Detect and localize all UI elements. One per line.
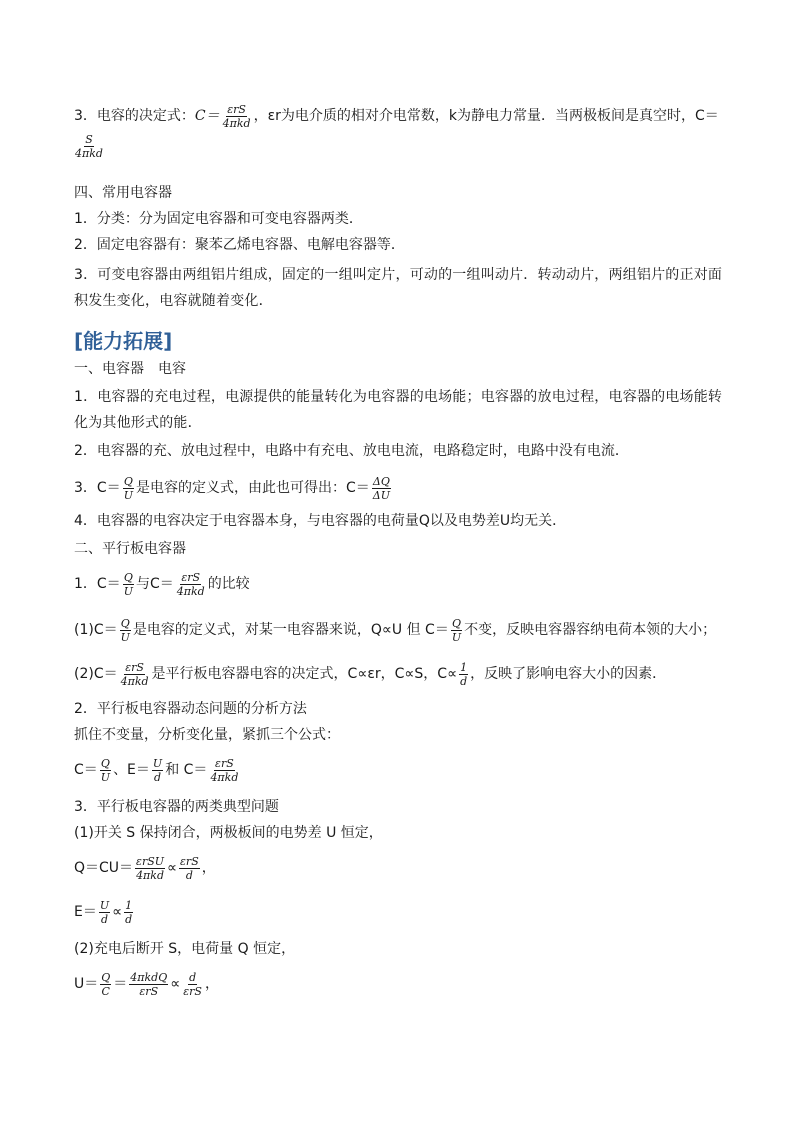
fraction-numerator: εrS	[125, 660, 144, 674]
fraction-denominator: U	[100, 770, 111, 784]
vacuum-formula-line	[74, 134, 724, 159]
fraction-numerator: 1	[460, 660, 468, 674]
section4-item3: 3．可变电容器由两组铝片组成，固定的一组叫定片，可动的一组叫动片．转动动片，两组铝片的正对面积发生变化，电容就随着变化．	[74, 267, 723, 309]
fraction-denominator: U	[123, 584, 133, 598]
case1-text: (1)开关 S 保持闭合，两极板间的电势差 U 恒定，	[74, 825, 383, 841]
q1-prefix: 1．C＝	[74, 576, 121, 592]
fraction-denominator: 4πkd	[136, 868, 164, 882]
ability-heading: [能力拓展]	[74, 329, 173, 353]
fraction-denominator: U	[120, 630, 130, 644]
part2-q2-text: 抓住不变量，分析变化量，紧抓三个公式：	[74, 727, 340, 743]
part1-p3	[74, 470, 724, 506]
three-formulas	[74, 752, 724, 788]
fraction-numerator: Q	[120, 616, 130, 630]
s1-mid: 是电容的定义式，对某一电容器来说，Q∝U 但 C＝	[132, 622, 449, 638]
part1-p1: 1．电容器的充电过程，电源提供的能量转化为电容器的电场能；电容器的放电过程，电容器的电场能转化为其他形式的能．	[74, 389, 723, 431]
fraction-denominator: d	[100, 912, 109, 926]
e1-proportional: ∝	[167, 860, 178, 876]
s2-mid: 是平行板电容器电容的决定式，C∝εr，C∝S，C∝	[151, 666, 458, 682]
f3-prefix: C＝	[74, 762, 98, 778]
p3-fraction-delta	[372, 476, 391, 501]
e1-fraction-2	[179, 856, 200, 881]
section4-title: 四、常用电容器	[74, 185, 172, 201]
fraction-denominator: εrS	[183, 984, 202, 998]
part2-q2: 2．平行板电容器动态问题的分析方法	[74, 701, 307, 717]
s1-prefix: (1)C＝	[74, 622, 118, 638]
fraction-denominator: d	[125, 912, 133, 926]
s2-fraction-inverse-d	[459, 662, 468, 687]
f3-fraction-c	[100, 758, 111, 783]
fraction-denominator: 4πkd	[75, 147, 103, 160]
part1-p2: 2．电容器的充、放电过程中，电路中有充电、放电电流，电路稳定时，电路中没有电流．	[74, 443, 629, 459]
fraction-numerator: Q	[100, 756, 110, 770]
part2-title: 二、平行板电容器	[74, 541, 186, 557]
decide-c-eq: C＝	[194, 108, 220, 124]
fraction-denominator: d	[185, 868, 193, 882]
fraction-numerator: Q	[123, 474, 133, 488]
fraction-numerator: Q	[101, 970, 111, 984]
fraction-numerator: Q	[451, 616, 461, 630]
fraction-denominator: U	[451, 630, 462, 644]
decide-formula-line	[74, 98, 724, 134]
case2-text: (2)充电后断开 S，电荷量 Q 恒定，	[74, 941, 296, 957]
fraction-numerator: U	[99, 898, 110, 912]
f3-mid1: 、E＝	[113, 762, 150, 778]
fraction-denominator: 4πkd	[120, 674, 149, 688]
case1-eq2	[74, 894, 724, 930]
part1-p4: 4．电容器的电容决定于电容器本身，与电容器的电荷量Q以及电势差U均无关．	[74, 513, 567, 529]
q1-mid: 与C＝	[135, 576, 174, 592]
decide-mid-text: ，εr为电介质的相对介电常数，k为静电力常量．当两极板间是真空时，C＝	[253, 108, 719, 124]
fraction-numerator: εrS	[181, 570, 201, 584]
e2-fraction-1	[99, 900, 110, 925]
case2-eq	[74, 966, 724, 1002]
fraction-numerator: εrS	[180, 854, 199, 868]
section4-item1: 1．分类：分为固定电容器和可变电容器两类．	[74, 211, 363, 227]
s1-fraction-const	[451, 618, 462, 643]
decide-prefix: 3．电容的决定式：	[74, 108, 195, 124]
f3-fraction-e	[152, 758, 163, 783]
p3-mid: 是电容的定义式，由此也可得出：C＝	[135, 480, 370, 496]
q1-fraction-decide	[176, 572, 206, 597]
q1-fraction-def	[123, 572, 134, 597]
e3-equals: ＝	[113, 976, 128, 992]
e1-suffix: ，	[201, 860, 216, 876]
f3-mid2: 和 C＝	[165, 762, 208, 778]
decide-fraction	[222, 104, 252, 129]
e2-fraction-2	[124, 900, 133, 925]
s1-suffix: 不变，反映电容器容纳电荷本领的大小；	[464, 622, 717, 638]
fraction-denominator: d	[154, 770, 162, 784]
fraction-denominator: 4πkd	[210, 770, 239, 784]
fraction-denominator: U	[123, 488, 133, 502]
fraction-numerator: Q	[123, 570, 133, 584]
f3-fraction-decide	[209, 758, 239, 783]
fraction-numerator: εrSU	[136, 854, 165, 868]
fraction-numerator: εrS	[227, 102, 246, 116]
e3-suffix: ，	[204, 976, 219, 992]
fraction-denominator: ΔU	[372, 488, 390, 502]
fraction-numerator: U	[152, 756, 163, 770]
fraction-denominator: C	[101, 984, 110, 998]
fraction-numerator: 4πkdQ	[130, 970, 168, 984]
s2-prefix: (2)C＝	[74, 666, 118, 682]
part2-q1	[74, 566, 724, 602]
case1-eq1	[74, 850, 724, 886]
fraction-denominator: d	[460, 674, 468, 688]
s2-fraction-decide	[120, 662, 150, 687]
e3-proportional: ∝	[170, 976, 181, 992]
part2-s1	[74, 612, 724, 648]
fraction-numerator: εrS	[215, 756, 234, 770]
fraction-denominator: εrS	[139, 984, 159, 998]
section4-item2: 2．固定电容器有：聚苯乙烯电容器、电解电容器等．	[74, 237, 405, 253]
q1-suffix: 的比较	[207, 576, 250, 592]
fraction-numerator: d	[189, 970, 197, 984]
e2-proportional: ∝	[112, 904, 123, 920]
part1-title: 一、电容器 电容	[74, 361, 186, 377]
e3-fraction-1	[100, 972, 111, 997]
fraction-numerator: 1	[125, 898, 133, 912]
e2-prefix: E＝	[74, 904, 97, 920]
e3-fraction-3	[182, 972, 203, 997]
fraction-denominator: 4πkd	[176, 584, 205, 598]
part2-q3: 3．平行板电容器的两类典型问题	[74, 799, 279, 815]
e1-fraction-1	[135, 856, 165, 881]
e3-fraction-2	[129, 972, 168, 997]
fraction-numerator: ΔQ	[372, 474, 390, 488]
s1-fraction-def	[120, 618, 131, 643]
e3-prefix: U＝	[74, 976, 99, 992]
fraction-numerator: S	[85, 133, 93, 146]
fraction-denominator: 4πkd	[222, 116, 251, 130]
p3-prefix: 3．C＝	[74, 480, 121, 496]
p3-fraction-q-u	[123, 476, 134, 501]
part2-s2	[74, 656, 724, 692]
e1-prefix: Q＝CU＝	[74, 860, 134, 876]
s2-suffix: ，反映了影响电容大小的因素．	[470, 666, 667, 682]
vacuum-fraction	[74, 134, 104, 159]
